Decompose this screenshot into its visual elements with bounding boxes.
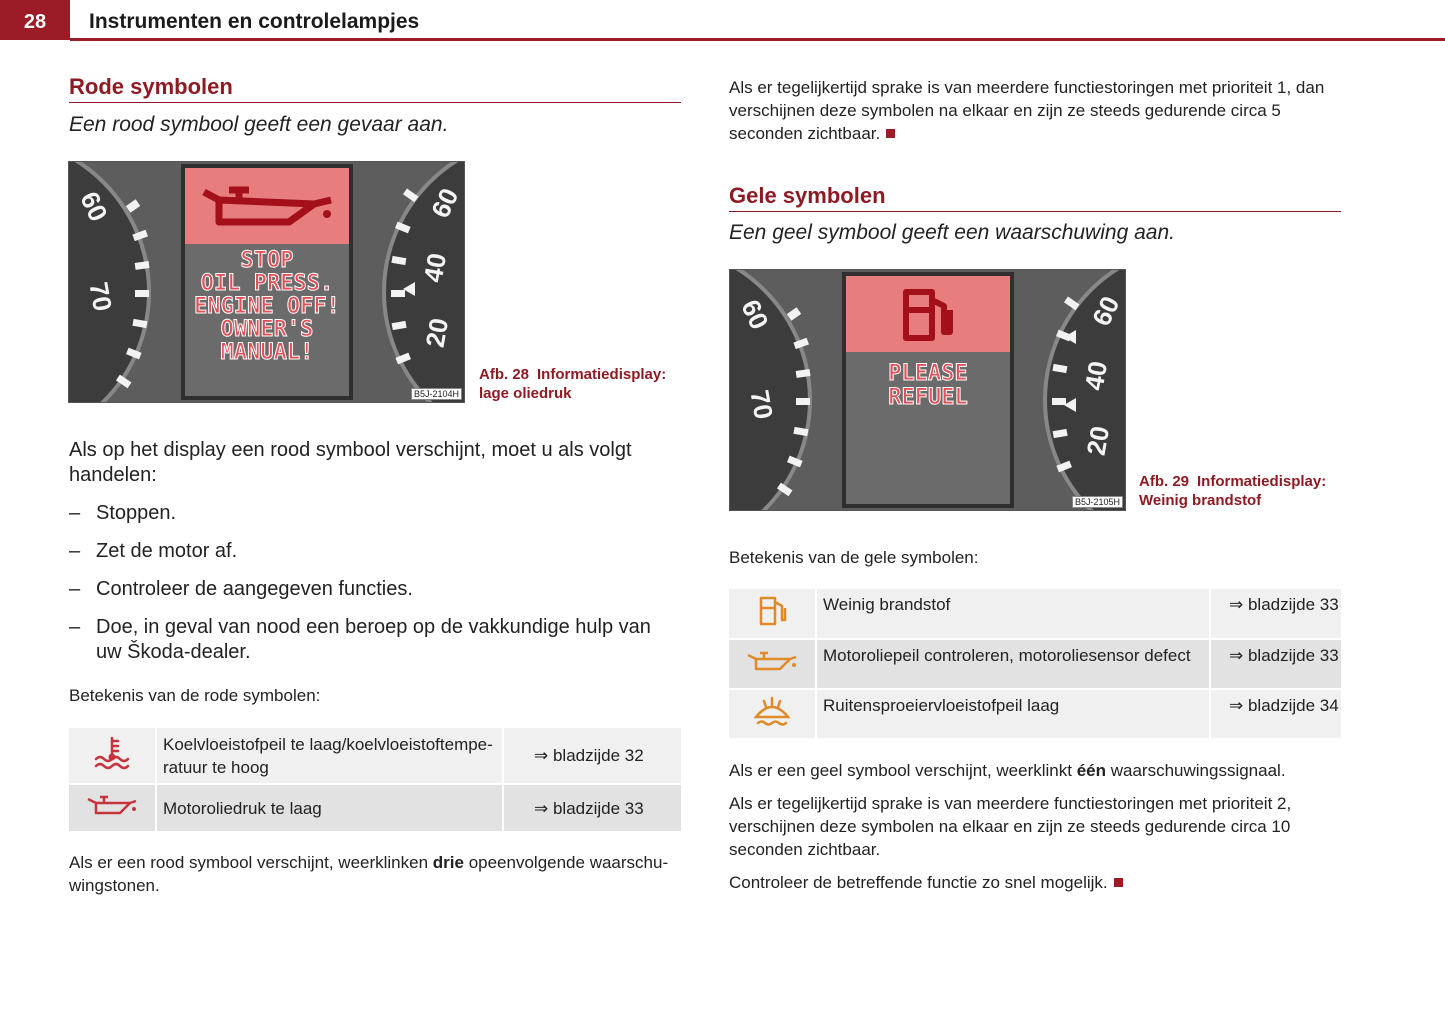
left-gauge-label-70: 70 bbox=[744, 387, 780, 422]
red-warning-paragraph bbox=[69, 851, 681, 897]
display-line: REFUEL bbox=[888, 385, 968, 410]
signal-text: waarschuwingssignaal. bbox=[1106, 761, 1286, 780]
table-reference: ⇒ bladzijde 33 bbox=[503, 784, 681, 832]
table-row bbox=[729, 589, 1341, 639]
caption-text: Informatiedisplay: lage oliedruk bbox=[479, 366, 667, 402]
list-dash: – bbox=[69, 502, 81, 524]
paragraph-text: Als er tegelijkertijd sprake is van meerdere functiestoringen met prioriteit 1, dan verschijnen deze symbolen na elkaar en zijn ze steeds gedurende circa 5 seconden zichtbaar. bbox=[729, 78, 1325, 143]
right-gauge-label-20: 20 bbox=[1080, 423, 1116, 458]
warning-emphasis: drie bbox=[432, 853, 464, 872]
table-description: Weinig brandstof bbox=[816, 589, 1210, 639]
paragraph-text: Controleer de betreffende functie zo snel mogelijk. bbox=[729, 873, 1108, 892]
list-item bbox=[69, 539, 681, 564]
signal-text: Als er een geel symbool verschijnt, weerklinkt bbox=[729, 761, 1077, 780]
left-gauge-label-60: 60 bbox=[735, 295, 775, 334]
coolant-temperature-icon bbox=[69, 728, 156, 784]
signal-emphasis: één bbox=[1076, 761, 1106, 780]
list-dash: – bbox=[69, 616, 81, 638]
table-row bbox=[729, 689, 1341, 739]
list-dash: – bbox=[69, 540, 81, 562]
table-row bbox=[729, 639, 1341, 689]
table-description: Ruitensproeiervloeistofpeil laag bbox=[816, 689, 1210, 739]
display-line: OWNER'S bbox=[220, 317, 314, 342]
table-description: Motoroliedruk te laag bbox=[156, 784, 503, 832]
table-reference: ⇒ bladzijde 34 bbox=[1210, 689, 1341, 739]
display-line: ENGINE OFF! bbox=[194, 294, 340, 319]
section-rule-red bbox=[69, 102, 681, 103]
table-reference: ⇒ bladzijde 32 bbox=[503, 728, 681, 784]
figure-caption-28 bbox=[479, 365, 679, 403]
table-description: Koelvloeistofpeil te laag/koelvloeistoftempe-ratuur te hoog bbox=[156, 728, 503, 784]
end-mark bbox=[1114, 878, 1123, 887]
section-rule-yellow bbox=[729, 211, 1341, 212]
yellow-table-intro: Betekenis van de gele symbolen: bbox=[729, 548, 979, 567]
end-mark bbox=[886, 129, 895, 138]
display-line: OIL PRESS. bbox=[200, 271, 334, 296]
table-description: Motoroliepeil controleren, motoroliesensor defect bbox=[816, 639, 1210, 689]
figure-caption-29 bbox=[1139, 472, 1339, 510]
left-gauge-label-60: 60 bbox=[74, 187, 114, 226]
figure-oil-pressure bbox=[68, 161, 465, 403]
list-item bbox=[69, 501, 681, 526]
steps-list bbox=[69, 501, 681, 665]
right-gauge-label-20: 20 bbox=[419, 315, 455, 350]
table-reference: ⇒ bladzijde 33 bbox=[1210, 639, 1341, 689]
section-title-red: Rode symbolen bbox=[69, 74, 233, 99]
list-item-text: Controleer de aangegeven functies. bbox=[96, 578, 413, 600]
yellow-symbols-table bbox=[729, 589, 1341, 740]
priority-2-paragraph: Als er tegelijkertijd sprake is van meerdere functiestoringen met prioriteit 2, verschijnen deze symbolen na elkaar en zijn ze steeds gedurende circa 10 seconden zichtbaar. bbox=[729, 794, 1292, 859]
oil-pressure-icon bbox=[69, 784, 156, 832]
page-number: 28 bbox=[0, 0, 70, 40]
right-gauge-label-40: 40 bbox=[417, 250, 453, 285]
section-title-yellow: Gele symbolen bbox=[729, 183, 886, 208]
warning-text: Als er een rood symbool verschijnt, weerklinken bbox=[69, 853, 433, 872]
table-reference: ⇒ bladzijde 33 bbox=[1210, 589, 1341, 639]
list-item-text: Stoppen. bbox=[96, 502, 177, 524]
display-line: PLEASE bbox=[888, 361, 968, 386]
header-title: Instrumenten en controlelampjes bbox=[89, 10, 420, 33]
list-item-text: Doe, in geval van nood een beroep op de vakkundige hulp van uw Škoda-dealer. bbox=[96, 616, 651, 663]
priority-1-paragraph bbox=[729, 76, 1344, 145]
lead-red: Een rood symbool geeft een gevaar aan. bbox=[69, 113, 449, 136]
list-item-text: Zet de motor af. bbox=[96, 540, 238, 562]
right-gauge-label-40: 40 bbox=[1078, 358, 1114, 393]
washer-fluid-icon bbox=[729, 689, 816, 739]
caption-label: Afb. 29 bbox=[1139, 473, 1190, 490]
figure-refuel bbox=[729, 269, 1126, 511]
display-line: MANUAL! bbox=[220, 340, 314, 365]
figure-code: B5J-2105H bbox=[1072, 496, 1123, 508]
table-row bbox=[69, 784, 681, 832]
table-row bbox=[69, 728, 681, 784]
caption-label: Afb. 28 bbox=[479, 366, 530, 383]
right-gauge-label-60: 60 bbox=[424, 183, 464, 223]
oil-can-icon bbox=[729, 639, 816, 689]
intro-paragraph: Als op het display een rood symbool verschijnt, moet u als volgt handelen: bbox=[69, 439, 632, 486]
red-symbols-table bbox=[69, 728, 681, 833]
list-item bbox=[69, 615, 681, 665]
list-item bbox=[69, 577, 681, 602]
right-gauge-label-60: 60 bbox=[1085, 291, 1125, 331]
fuel-pump-icon bbox=[729, 589, 816, 639]
left-gauge-label-70: 70 bbox=[83, 279, 119, 314]
lead-yellow: Een geel symbool geeft een waarschuwing aan. bbox=[729, 221, 1175, 244]
warning-text: opeenvolgende waarschu-wingstonen. bbox=[69, 853, 669, 895]
display-line: STOP bbox=[240, 248, 294, 273]
list-dash: – bbox=[69, 578, 81, 600]
caption-text: Informatiedisplay: Weinig brandstof bbox=[1139, 473, 1327, 509]
yellow-signal-paragraph bbox=[729, 759, 1344, 782]
red-table-intro: Betekenis van de rode symbolen: bbox=[69, 686, 321, 705]
figure-code: B5J-2104H bbox=[411, 388, 462, 400]
final-paragraph bbox=[729, 871, 1344, 894]
header-rule bbox=[70, 38, 1445, 41]
